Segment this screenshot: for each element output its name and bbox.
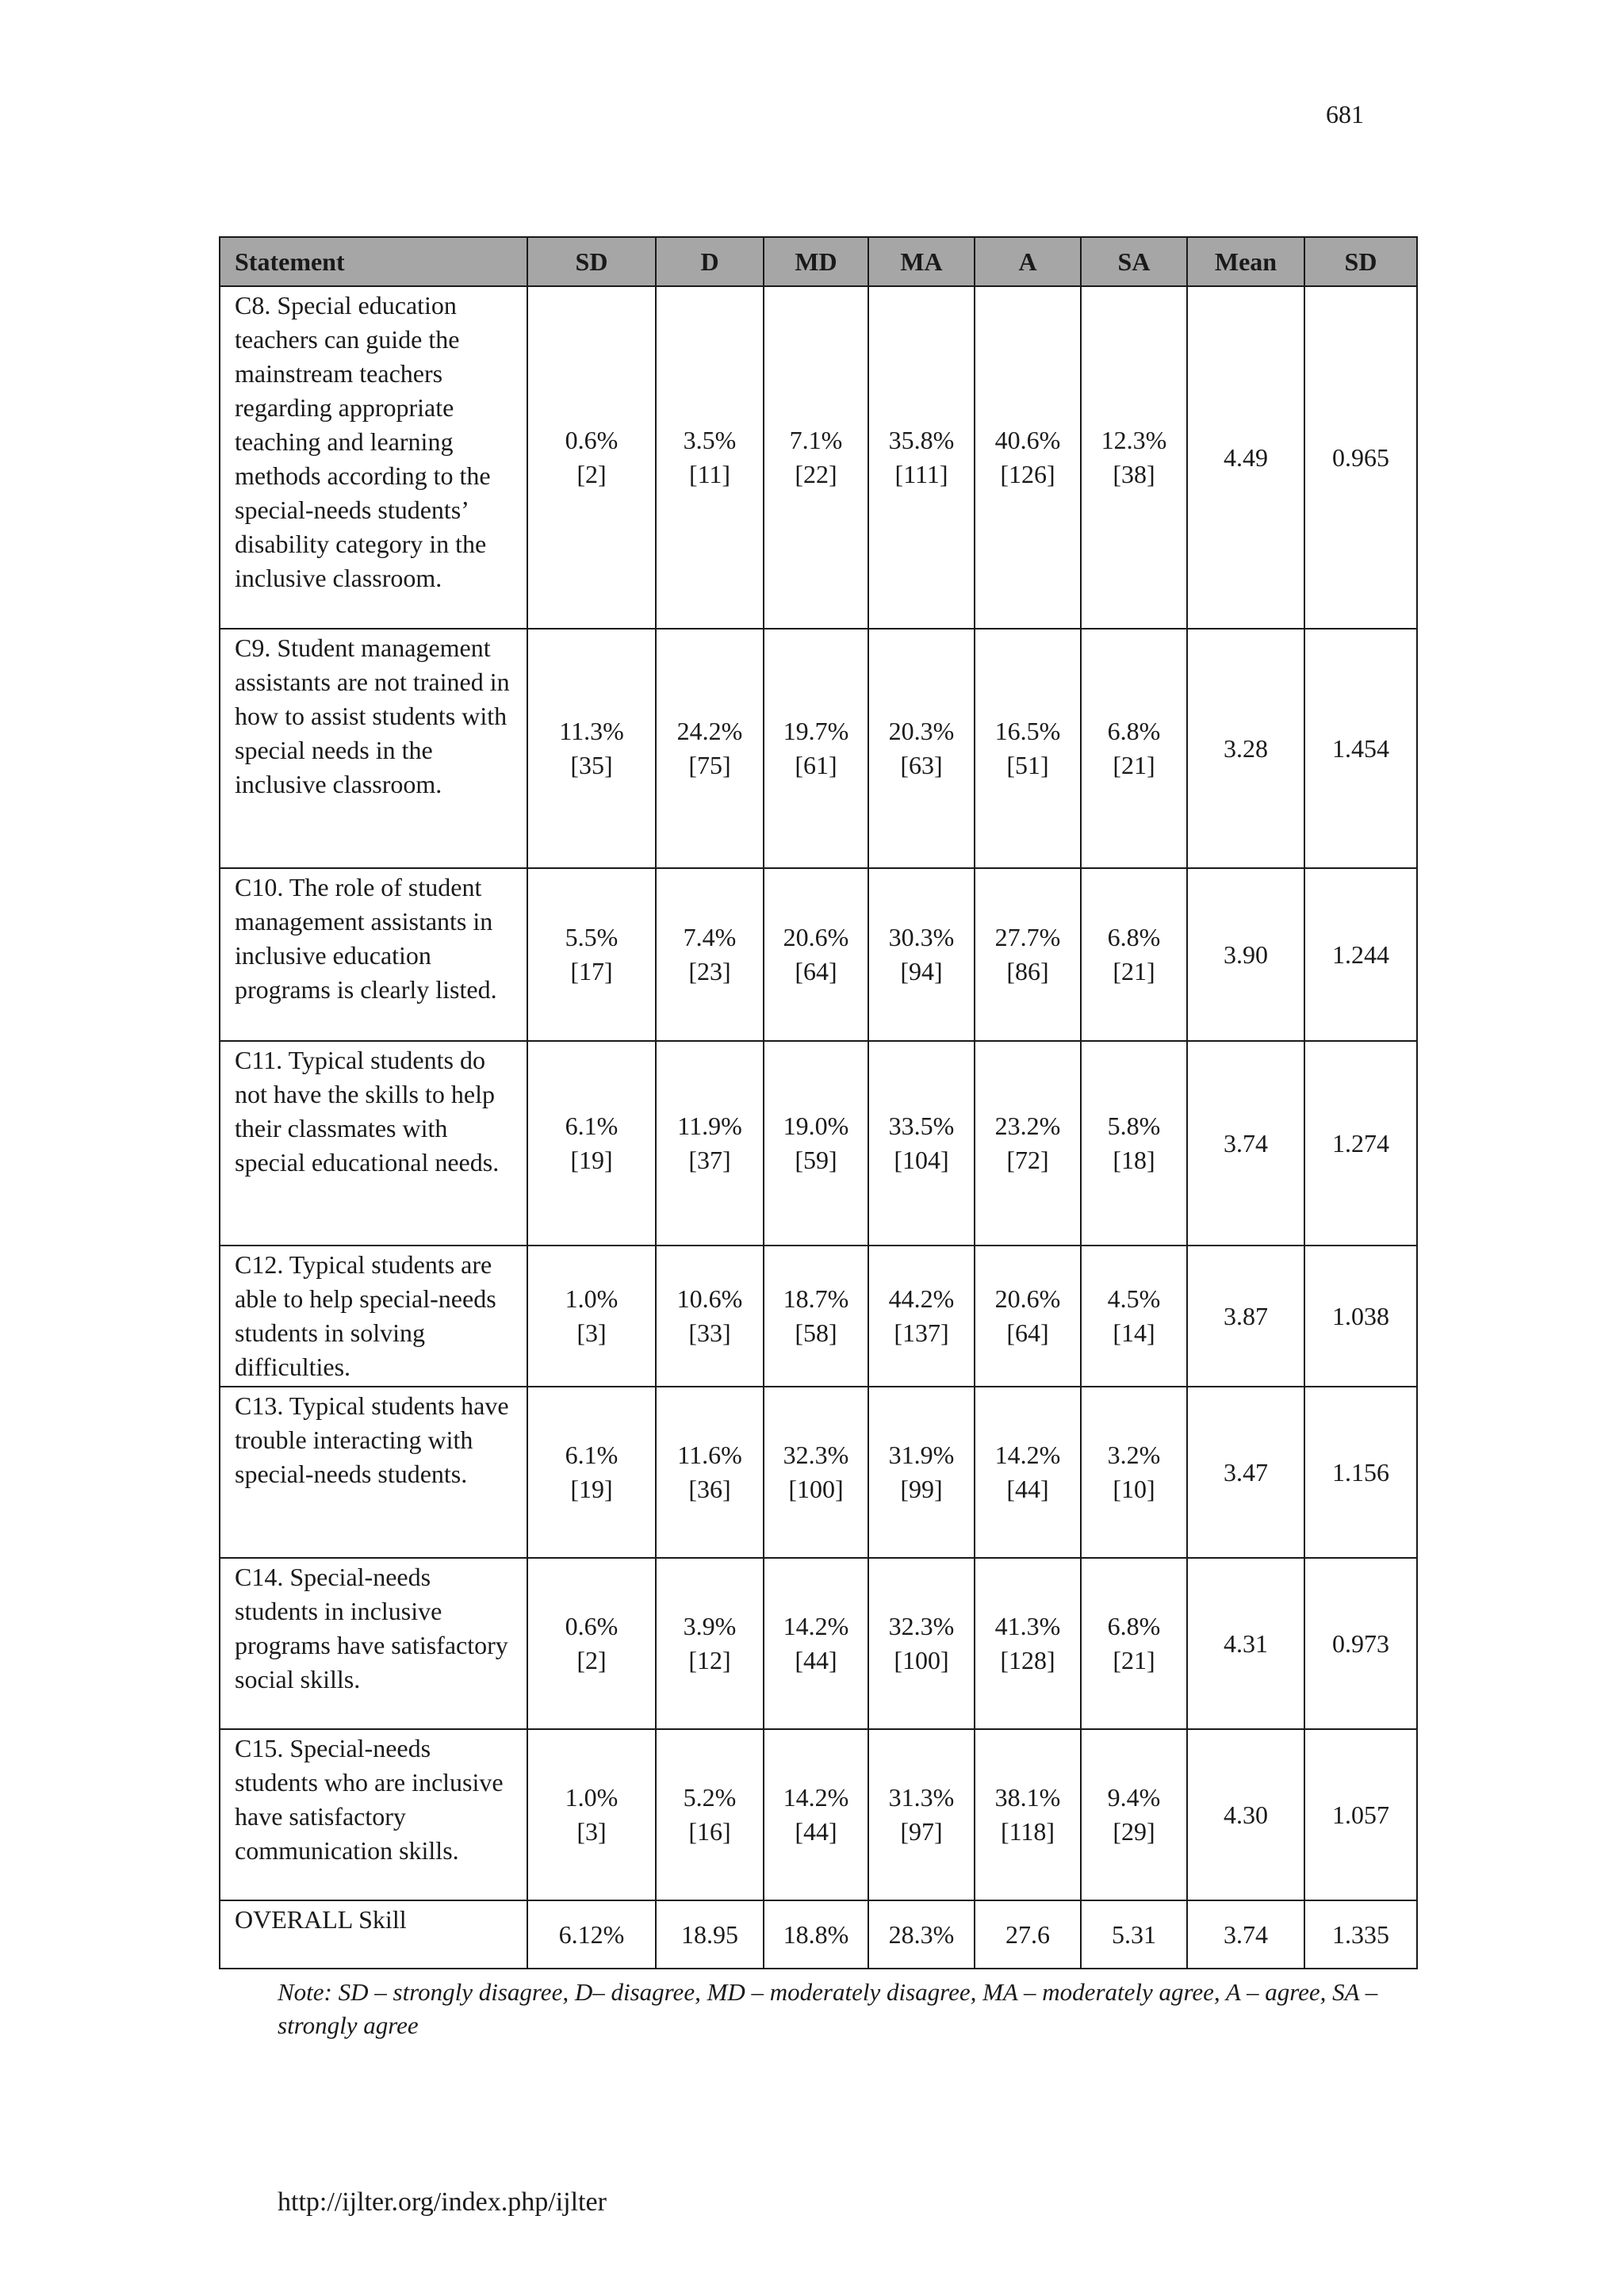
results-table-container	[219, 236, 1416, 1969]
response-cell	[656, 1558, 764, 1729]
response-count: [12]	[688, 1646, 731, 1674]
table-row	[220, 1041, 1417, 1246]
column-header: SD	[527, 237, 656, 286]
response-value: 11.6%	[677, 1441, 742, 1469]
response-cell	[1081, 1729, 1187, 1900]
response-value: 3.9%	[683, 1612, 737, 1640]
statement-cell: C10. The role of student management assistants in inclusive education programs is clearly listed.	[220, 868, 527, 1041]
response-cell	[868, 868, 975, 1041]
page-number: 681	[1326, 100, 1364, 128]
response-value: 44.2%	[888, 1284, 955, 1313]
response-value: 10.6%	[676, 1284, 743, 1313]
response-cell	[527, 286, 656, 629]
response-value: 14.2%	[994, 1441, 1061, 1469]
response-cell	[1081, 629, 1187, 868]
column-header: SD	[1304, 237, 1417, 286]
sd-cell: 0.965	[1304, 286, 1417, 629]
response-count: [51]	[1006, 751, 1049, 779]
column-header: MD	[764, 237, 868, 286]
response-value: 5.8%	[1107, 1112, 1161, 1140]
response-value: 4.5%	[1107, 1284, 1161, 1313]
response-cell	[527, 868, 656, 1041]
response-count: [104]	[894, 1146, 949, 1174]
response-cell	[1081, 868, 1187, 1041]
response-value: 20.3%	[888, 717, 955, 745]
response-count: [16]	[688, 1817, 731, 1846]
response-cell	[868, 1729, 975, 1900]
response-value: 18.95	[681, 1919, 738, 1949]
response-count: [94]	[900, 957, 943, 985]
response-count: [63]	[900, 751, 943, 779]
statement-cell: C12. Typical students are able to help special-needs students in solving difficulties.	[220, 1246, 527, 1387]
response-value: 3.5%	[683, 426, 737, 454]
response-value: 18.8%	[783, 1919, 849, 1949]
response-value: 27.7%	[994, 923, 1061, 951]
response-value: 31.9%	[888, 1441, 955, 1469]
table-row	[220, 629, 1417, 868]
column-header: A	[975, 237, 1081, 286]
statement-cell: C11. Typical students do not have the skills to help their classmates with special educational needs.	[220, 1041, 527, 1246]
column-header: SA	[1081, 237, 1187, 286]
response-value: 12.3%	[1101, 426, 1167, 454]
response-count: [118]	[1000, 1817, 1055, 1846]
mean-cell: 3.87	[1187, 1246, 1304, 1387]
table-row	[220, 868, 1417, 1041]
response-count: [128]	[1000, 1646, 1055, 1674]
response-count: [37]	[688, 1146, 731, 1174]
statement-cell: C13. Typical students have trouble interacting with special-needs students.	[220, 1387, 527, 1558]
column-header: Mean	[1187, 237, 1304, 286]
response-cell	[764, 1729, 868, 1900]
response-count: [111]	[894, 460, 948, 488]
table-body	[220, 286, 1417, 1969]
response-cell	[868, 1900, 975, 1969]
response-value: 18.7%	[783, 1284, 849, 1313]
response-value: 20.6%	[783, 923, 849, 951]
response-cell	[975, 1558, 1081, 1729]
response-cell	[868, 629, 975, 868]
response-cell	[868, 286, 975, 629]
response-cell	[656, 868, 764, 1041]
mean-cell: 3.74	[1187, 1900, 1304, 1969]
sd-cell: 1.454	[1304, 629, 1417, 868]
response-cell	[975, 1246, 1081, 1387]
response-cell	[868, 1558, 975, 1729]
mean-cell: 4.30	[1187, 1729, 1304, 1900]
response-count: [22]	[795, 460, 837, 488]
response-value: 30.3%	[888, 923, 955, 951]
response-count: [2]	[576, 460, 607, 488]
response-count: [14]	[1113, 1318, 1155, 1347]
response-count: [2]	[576, 1646, 607, 1674]
response-cell	[1081, 1041, 1187, 1246]
table-row	[220, 1246, 1417, 1387]
response-cell	[527, 629, 656, 868]
mean-cell: 4.31	[1187, 1558, 1304, 1729]
response-cell	[656, 1729, 764, 1900]
response-count: [137]	[894, 1318, 949, 1347]
sd-cell: 1.244	[1304, 868, 1417, 1041]
response-count: [3]	[576, 1318, 607, 1347]
sd-cell: 1.057	[1304, 1729, 1417, 1900]
response-value: 6.8%	[1107, 1612, 1161, 1640]
response-value: 38.1%	[994, 1783, 1061, 1812]
response-count: [35]	[570, 751, 613, 779]
response-value: 0.6%	[565, 426, 619, 454]
response-value: 32.3%	[783, 1441, 849, 1469]
sd-cell: 1.156	[1304, 1387, 1417, 1558]
response-value: 14.2%	[783, 1783, 849, 1812]
response-cell	[527, 1558, 656, 1729]
response-count: [19]	[570, 1146, 613, 1174]
response-cell	[868, 1387, 975, 1558]
response-value: 9.4%	[1107, 1783, 1161, 1812]
response-count: [44]	[795, 1646, 837, 1674]
response-count: [97]	[900, 1817, 943, 1846]
response-count: [64]	[1006, 1318, 1049, 1347]
response-value: 6.8%	[1107, 717, 1161, 745]
mean-cell: 3.28	[1187, 629, 1304, 868]
response-count: [3]	[576, 1817, 607, 1846]
response-value: 7.4%	[683, 923, 737, 951]
response-value: 11.9%	[677, 1112, 742, 1140]
response-count: [61]	[795, 751, 837, 779]
response-cell	[764, 1387, 868, 1558]
response-value: 1.0%	[565, 1284, 619, 1313]
response-value: 41.3%	[994, 1612, 1061, 1640]
response-count: [64]	[795, 957, 837, 985]
response-count: [21]	[1113, 957, 1155, 985]
response-cell	[975, 1387, 1081, 1558]
response-count: [17]	[570, 957, 613, 985]
mean-cell: 3.47	[1187, 1387, 1304, 1558]
statement-cell: C9. Student management assistants are not trained in how to assist students with special needs in the inclusive classroom.	[220, 629, 527, 868]
response-value: 20.6%	[994, 1284, 1061, 1313]
response-cell	[975, 1041, 1081, 1246]
response-count: [11]	[688, 460, 731, 488]
response-count: [23]	[688, 957, 731, 985]
response-count: [29]	[1113, 1817, 1155, 1846]
response-value: 24.2%	[676, 717, 743, 745]
response-value: 7.1%	[789, 426, 843, 454]
response-count: [10]	[1113, 1475, 1155, 1503]
response-value: 23.2%	[994, 1112, 1061, 1140]
response-count: [126]	[1000, 460, 1055, 488]
response-cell	[656, 1041, 764, 1246]
table-row	[220, 1387, 1417, 1558]
response-count: [44]	[795, 1817, 837, 1846]
response-count: [86]	[1006, 957, 1049, 985]
response-cell	[1081, 286, 1187, 629]
sd-cell: 1.274	[1304, 1041, 1417, 1246]
response-cell	[975, 1900, 1081, 1969]
response-value: 5.5%	[565, 923, 619, 951]
response-count: [44]	[1006, 1475, 1049, 1503]
response-value: 11.3%	[559, 717, 624, 745]
response-count: [59]	[795, 1146, 837, 1174]
response-value: 16.5%	[994, 717, 1061, 745]
statement-cell: C15. Special-needs students who are inclusive have satisfactory communication skills.	[220, 1729, 527, 1900]
response-cell	[1081, 1558, 1187, 1729]
response-count: [38]	[1113, 460, 1155, 488]
response-value: 19.7%	[783, 717, 849, 745]
response-cell	[764, 1900, 868, 1969]
response-value: 31.3%	[888, 1783, 955, 1812]
response-value: 6.8%	[1107, 923, 1161, 951]
response-cell	[656, 1387, 764, 1558]
sd-cell: 0.973	[1304, 1558, 1417, 1729]
mean-cell: 3.74	[1187, 1041, 1304, 1246]
response-value: 5.31	[1112, 1919, 1156, 1949]
response-cell	[764, 868, 868, 1041]
response-cell	[527, 1900, 656, 1969]
response-value: 35.8%	[888, 426, 955, 454]
response-value: 6.12%	[558, 1919, 625, 1949]
table-row	[220, 1729, 1417, 1900]
response-count: [100]	[788, 1475, 844, 1503]
response-cell	[527, 1246, 656, 1387]
response-value: 6.1%	[565, 1112, 619, 1140]
response-count: [19]	[570, 1475, 613, 1503]
column-header: Statement	[220, 237, 527, 286]
table-row	[220, 1900, 1417, 1969]
response-count: [72]	[1006, 1146, 1049, 1174]
response-cell	[868, 1246, 975, 1387]
footer-url: http://ijlter.org/index.php/ijlter	[278, 2187, 607, 2217]
results-table	[219, 236, 1418, 1969]
response-value: 28.3%	[888, 1919, 955, 1949]
table-row	[220, 1558, 1417, 1729]
response-count: [75]	[688, 751, 731, 779]
response-count: [99]	[900, 1475, 943, 1503]
response-count: [36]	[688, 1475, 731, 1503]
response-count: [21]	[1113, 1646, 1155, 1674]
response-value: 27.6	[1005, 1919, 1050, 1949]
column-header: D	[656, 237, 764, 286]
response-cell	[1081, 1900, 1187, 1969]
response-cell	[975, 629, 1081, 868]
statement-cell: C14. Special-needs students in inclusive programs have satisfactory social skills.	[220, 1558, 527, 1729]
response-value: 5.2%	[683, 1783, 737, 1812]
response-value: 33.5%	[888, 1112, 955, 1140]
table-header	[220, 237, 1417, 286]
header-row	[220, 237, 1417, 286]
response-cell	[764, 1246, 868, 1387]
table-row	[220, 286, 1417, 629]
response-value: 1.0%	[565, 1783, 619, 1812]
response-cell	[656, 286, 764, 629]
response-value: 0.6%	[565, 1612, 619, 1640]
response-cell	[764, 629, 868, 868]
response-count: [21]	[1113, 751, 1155, 779]
response-value: 14.2%	[783, 1612, 849, 1640]
response-value: 3.2%	[1107, 1441, 1161, 1469]
response-count: [58]	[795, 1318, 837, 1347]
response-count: [100]	[894, 1646, 949, 1674]
response-cell	[975, 868, 1081, 1041]
response-count: [18]	[1113, 1146, 1155, 1174]
response-cell	[527, 1729, 656, 1900]
sd-cell: 1.038	[1304, 1246, 1417, 1387]
response-value: 6.1%	[565, 1441, 619, 1469]
response-value: 19.0%	[783, 1112, 849, 1140]
table-note: Note: SD – strongly disagree, D– disagree, MD – moderately disagree, MA – moderately agree, A – agree, SA – strongly agree	[278, 1978, 1378, 2039]
response-cell	[527, 1041, 656, 1246]
statement-cell: C8. Special education teachers can guide the mainstream teachers regarding appropriate teaching and learning methods according to the special-needs students’ disability category in the inclusive classroom.	[220, 286, 527, 629]
mean-cell: 3.90	[1187, 868, 1304, 1041]
response-value: 32.3%	[888, 1612, 955, 1640]
response-cell	[1081, 1387, 1187, 1558]
response-cell	[1081, 1246, 1187, 1387]
mean-cell: 4.49	[1187, 286, 1304, 629]
response-cell	[868, 1041, 975, 1246]
response-cell	[975, 1729, 1081, 1900]
response-cell	[764, 1041, 868, 1246]
response-value: 40.6%	[994, 426, 1061, 454]
statement-cell: OVERALL Skill	[220, 1900, 527, 1969]
column-header: MA	[868, 237, 975, 286]
response-cell	[527, 1387, 656, 1558]
response-cell	[656, 1246, 764, 1387]
response-cell	[656, 1900, 764, 1969]
response-cell	[764, 286, 868, 629]
response-cell	[656, 629, 764, 868]
sd-cell: 1.335	[1304, 1900, 1417, 1969]
response-count: [33]	[688, 1318, 731, 1347]
response-cell	[975, 286, 1081, 629]
response-cell	[764, 1558, 868, 1729]
